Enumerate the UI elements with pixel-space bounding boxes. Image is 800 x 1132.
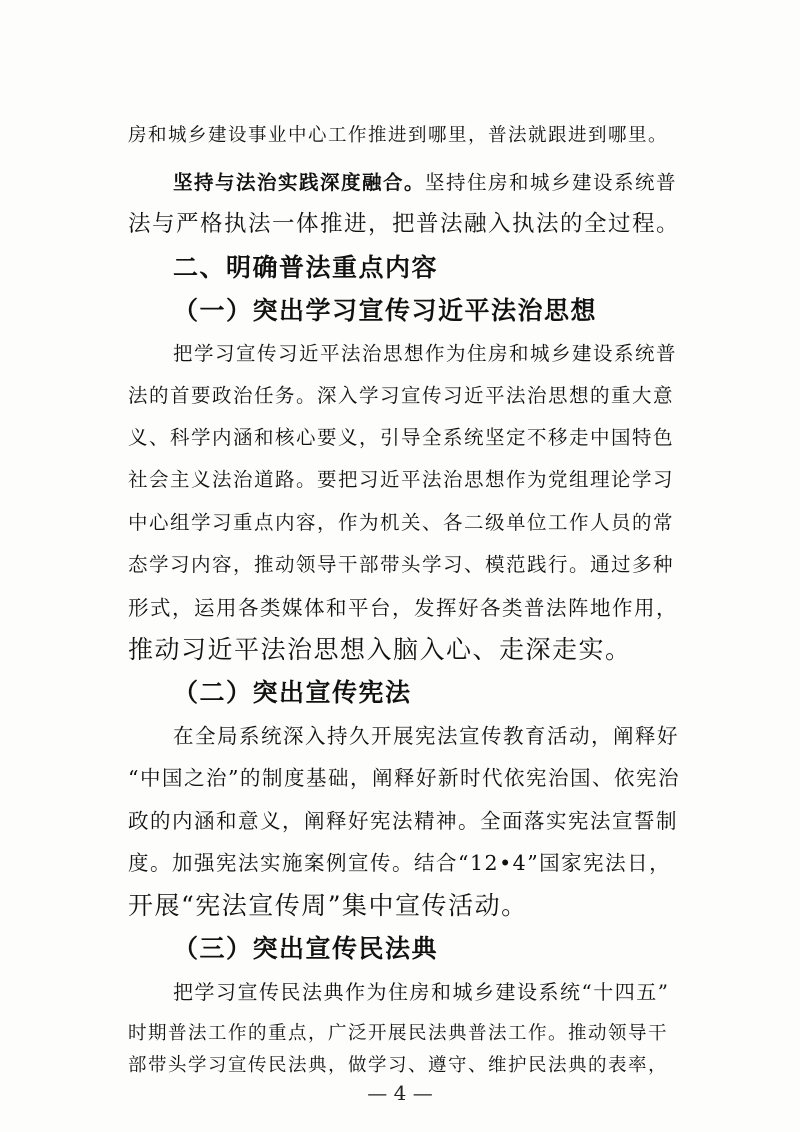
- paragraph-line: 法与严格执法一体推进，把普法融入执法的全过程。: [128, 211, 681, 237]
- paragraph-line: 中心组学习重点内容，作为机关、各二级单位工作人员的常: [128, 511, 675, 534]
- paragraph-line: 社会主义法治道路。要把习近平法治思想作为党组理论学习: [128, 468, 675, 491]
- paragraph-line: “中国之治”的制度基础，阐释好新时代依宪治国、依宪治: [128, 766, 680, 790]
- paragraph-line: 房和城乡建设事业中心工作推进到哪里，普法就跟进到哪里。: [128, 125, 669, 146]
- paragraph-line: 态学习内容，推动领导干部带头学习、模范践行。通过多种: [128, 553, 675, 576]
- paragraph-line: 政的内涵和意义，阐释好宪法精神。全面落实宪法宣誓制: [128, 809, 678, 833]
- paragraph-line: 在全局系统深入持久开展宪法宣传教育活动，阐释好: [173, 724, 679, 748]
- section-heading: 二、明确普法重点内容: [173, 253, 439, 282]
- paragraph-line: 度。加强宪法实施案例宣传。结合“12•4”国家宪法日，: [128, 851, 672, 875]
- paragraph-line: 时期普法工作的重点，广泛开展民法典普法工作。推动领导干: [128, 1023, 669, 1044]
- paragraph-line: 开展“宪法宣传周”集中宣传活动。: [128, 891, 528, 920]
- bold-lead-text: 坚持与法治实践深度融合。: [173, 171, 426, 194]
- paragraph-line: 法的首要政治任务。深入学习宣传习近平法治思想的重大意: [128, 384, 675, 407]
- subsection-heading: （三）突出宣传民法典: [173, 934, 439, 963]
- subsection-heading: （一）突出学习宣传习近平法治思想: [173, 296, 598, 325]
- paragraph-line: 形式，运用各类媒体和平台，发挥好各类普法阵地作用，: [128, 596, 678, 620]
- subsection-heading: （二）突出宣传宪法: [173, 678, 412, 707]
- paragraph-line: 义、科学内涵和核心要义，引导全系统坚定不移走中国特色: [128, 426, 675, 449]
- paragraph-line: [173, 165, 677, 201]
- paragraph-line: 把学习宣传民法典作为住房和城乡建设系统“十四五”: [173, 980, 670, 1004]
- page-number: — 4 —: [367, 1081, 433, 1105]
- paragraph-line: 部带头学习宣传民法典，做学习、遵守、维护民法典的表率，: [128, 1055, 669, 1076]
- paragraph-line: 推动习近平法治思想入脑入心、走深走实。: [128, 635, 632, 664]
- paragraph-text: 坚持住房和城乡建设系统普: [425, 171, 678, 194]
- paragraph-line: 把学习宣传习近平法治思想作为住房和城乡建设系统普: [173, 342, 678, 365]
